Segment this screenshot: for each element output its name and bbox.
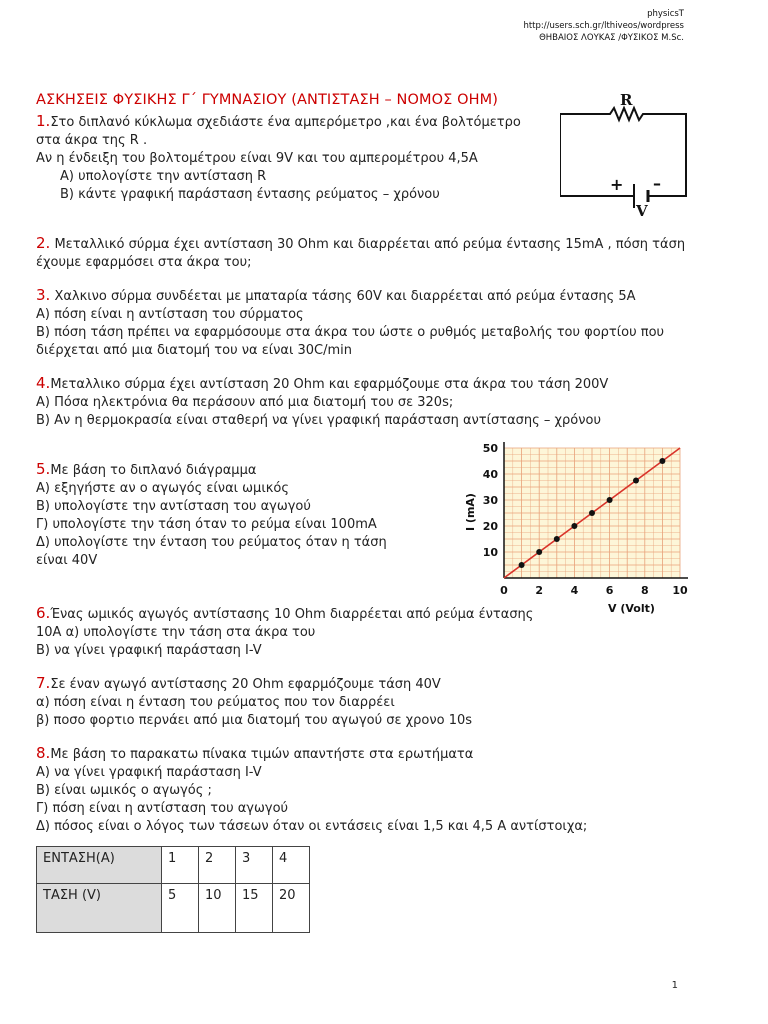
chart-x-axis-label: V (Volt) [608, 602, 655, 615]
question-1 [36, 112, 521, 204]
question-text: Β) Αν η θερμοκρασία είναι σταθερή να γίνει γραφική παράσταση αντίστασης – χρόνου [36, 413, 601, 428]
voltage-label: V [636, 202, 648, 220]
table-cell: 2 [199, 847, 236, 884]
chart-y-tick-label: 10 [482, 546, 498, 559]
question-text: β) ποσο φορτιο περνάει από μια διατομή του αγωγού σε χρονο 10s [36, 713, 473, 728]
question-text: είναι 40V [36, 553, 98, 568]
table-row-header: ΤΑΣΗ (V) [37, 884, 162, 933]
chart-x-tick-label: 4 [570, 584, 579, 597]
table-row-header: ΕΝΤΑΣΗ(A) [37, 847, 162, 884]
question-text: έχουμε εφαρμόσει στα άκρα του; [36, 255, 252, 270]
question-text: Στο διπλανό κύκλωμα σχεδιάστε ένα αμπερόμετρο ,και ένα βολτόμετρο [50, 115, 521, 130]
header-site-name: physicsT [647, 9, 684, 19]
question-8 [36, 744, 587, 836]
question-number: 2. [36, 234, 51, 252]
question-text: α) πόση είναι η ένταση του ρεύματος που τον διαρρέει [36, 695, 395, 710]
question-text: στα άκρα της R . [36, 133, 148, 148]
question-text: Σε έναν αγωγό αντίστασης 20 Ohm εφαρμόζουμε τάση 40V [50, 677, 441, 692]
question-text: Μεταλλικό σύρμα έχει αντίσταση 30 Ohm και διαρρέεται από ρεύμα έντασης 15mA , πόση τάση [50, 237, 686, 252]
question-number: 6. [36, 604, 51, 622]
chart-data-point [536, 549, 542, 555]
header-author: ΘΗΒΑΙΟΣ ΛΟΥΚΑΣ /ΦΥΣΙΚΟΣ M.Sc. [539, 33, 684, 43]
question-number: 5. [36, 460, 51, 478]
chart-data-point [519, 562, 525, 568]
table-cell: 1 [162, 847, 199, 884]
page-number: 1 [671, 980, 678, 991]
values-table [36, 846, 310, 933]
question-text: Γ) πόση είναι η αντίσταση του αγωγού [36, 801, 289, 816]
table-cell: 20 [273, 884, 310, 933]
question-text: Β) υπολογίστε την αντίσταση του αγωγού [36, 499, 311, 514]
sub-question-a: Α) υπολογίστε την αντίσταση R [60, 169, 267, 184]
question-text: Δ) υπολογίστε την ένταση του ρεύματος όταν η τάση [36, 535, 387, 550]
chart-data-point [659, 458, 665, 464]
page-header [523, 8, 684, 44]
question-7 [36, 674, 472, 730]
question-text: διέρχεται από μια διατομή του να είναι 30C/min [36, 343, 352, 358]
question-text: Α) εξηγήστε αν ο αγωγός είναι ωμικός [36, 481, 289, 496]
question-text: Μεταλλικο σύρμα έχει αντίσταση 20 Ohm και εφαρμόζουμε στα άκρα του τάση 200V [50, 377, 609, 392]
table-row [37, 884, 310, 933]
question-2 [36, 234, 685, 272]
question-text: Χαλκινο σύρμα συνδέεται με μπαταρία τάσης 60V και διαρρέεται από ρεύμα έντασης 5A [50, 289, 636, 304]
document-title: ΑΣΚΗΣΕΙΣ ΦΥΣΙΚΗΣ Γ΄ ΓΥΜΝΑΣΙΟΥ (ΑΝΤΙΣΤΑΣΗ – ΝΟΜΟΣ OHM) [36, 92, 498, 108]
question-text: Αν η ένδειξη του βολτομέτρου είναι 9V και του αμπερομέτρου 4,5A [36, 151, 478, 166]
question-text: Β) είναι ωμικός ο αγωγός ; [36, 783, 212, 798]
battery-minus-sign: – [653, 174, 661, 193]
question-text: Ένας ωμικός αγωγός αντίστασης 10 Ohm διαρρέεται από ρεύμα έντασης [50, 607, 534, 622]
question-4 [36, 374, 608, 430]
chart-y-tick-label: 40 [482, 468, 498, 481]
chart-x-tick-label: 8 [640, 584, 649, 597]
chart-y-tick-label: 20 [482, 520, 498, 533]
question-text: 10A α) υπολογίστε την τάση στα άκρα του [36, 625, 316, 640]
battery-plus-sign: + [610, 175, 624, 194]
question-text: Α) να γίνει γραφική παράσταση I-V [36, 765, 262, 780]
question-number: 1. [36, 112, 51, 130]
chart-y-tick-label: 30 [482, 494, 498, 507]
circuit-diagram [560, 88, 700, 220]
table-cell: 10 [199, 884, 236, 933]
table-cell: 4 [273, 847, 310, 884]
question-6 [36, 604, 533, 660]
question-number: 7. [36, 674, 51, 692]
chart-data-point [554, 536, 560, 542]
chart-x-tick-label: 10 [672, 584, 688, 597]
question-5 [36, 460, 387, 570]
question-3 [36, 286, 664, 360]
chart-data-point [607, 497, 613, 503]
question-text: Α) πόση είναι η αντίσταση του σύρματος [36, 307, 304, 322]
chart-x-tick-label: 6 [605, 584, 614, 597]
header-url: http://users.sch.gr/lthiveos/wordpress [523, 21, 684, 31]
question-number: 3. [36, 286, 51, 304]
question-text: Γ) υπολογίστε την τάση όταν το ρεύμα είναι 100mA [36, 517, 377, 532]
chart-x-tick-label: 2 [535, 584, 544, 597]
question-text: Α) Πόσα ηλεκτρόνια θα περάσουν από μια διατομή του σε 320s; [36, 395, 454, 410]
chart-y-axis-label: I (mA) [464, 493, 477, 531]
table-row [37, 847, 310, 884]
table-cell: 5 [162, 884, 199, 933]
question-text: Β) πόση τάση πρέπει να εφαρμόσουμε στα άκρα του ώστε ο ρυθμός μεταβολής του φορτίου που [36, 325, 665, 340]
chart-y-tick-label: 50 [482, 442, 498, 455]
chart-data-point [589, 510, 595, 516]
chart-data-point [571, 523, 577, 529]
chart-data-point [633, 478, 639, 484]
resistor-label: R [620, 91, 633, 109]
question-text: Με βάση το παρακατω πίνακα τιμών απαντήστε στα ερωτήματα [50, 747, 474, 762]
question-text: Δ) πόσος είναι ο λόγος των τάσεων όταν οι εντάσεις είναι 1,5 και 4,5 A αντίστοιχα; [36, 819, 588, 834]
question-text: Β) να γίνει γραφική παράσταση I-V [36, 643, 262, 658]
table-cell: 3 [236, 847, 273, 884]
question-text: Με βάση το διπλανό διάγραμμα [50, 463, 257, 478]
chart-x-tick-label: 0 [500, 584, 508, 597]
iv-chart [456, 436, 720, 620]
sub-question-b: Β) κάντε γραφική παράσταση έντασης ρεύματος – χρόνου [60, 187, 440, 202]
table-cell: 15 [236, 884, 273, 933]
question-number: 8. [36, 744, 51, 762]
question-number: 4. [36, 374, 51, 392]
